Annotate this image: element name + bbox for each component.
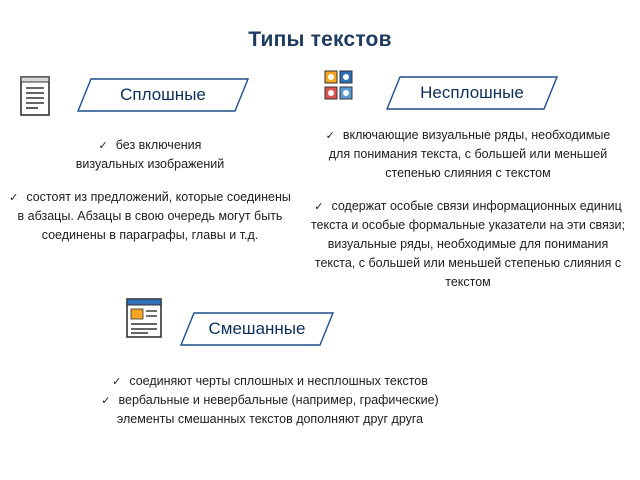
check-icon: ✓ xyxy=(101,394,111,407)
bullets-continuous xyxy=(0,136,300,245)
section-label-mixed: Смешанные xyxy=(208,319,306,338)
bullet-mixed-1: ✓ соединяют черты сплошных и несплошных текстов xyxy=(112,374,428,388)
section-pill-noncontinuous xyxy=(386,76,558,110)
section-label-noncontinuous: Несплошные xyxy=(420,83,524,102)
bullets-mixed xyxy=(80,372,460,429)
webpage-icon xyxy=(126,298,162,343)
section-pill-continuous xyxy=(77,78,249,112)
infographic-icon xyxy=(324,70,354,107)
bullet-continuous-1: ✓ без включения визуальных изображений xyxy=(75,138,225,171)
bullet-continuous-2: ✓ состоят из предложений, которые соединены в абзацы. Абзацы в свою очередь могут быть соединены в параграфы, главы и т.д. xyxy=(9,190,291,242)
bullets-noncontinuous xyxy=(296,126,640,292)
check-icon: ✓ xyxy=(112,375,122,388)
section-label-continuous: Сплошные xyxy=(120,85,206,104)
section-pill-mixed xyxy=(180,312,334,346)
check-icon: ✓ xyxy=(98,139,108,152)
page-title: Типы текстов xyxy=(248,28,392,51)
bullet-noncontinuous-1: ✓ включающие визуальные ряды, необходимые для понимания текста, с большей или меньшей степенью слияния с текстом xyxy=(325,128,611,180)
check-icon: ✓ xyxy=(314,200,324,213)
bullet-mixed-2: ✓ вербальные и невербальные (например, графические) элементы смешанных текстов дополняют друг друга xyxy=(101,393,439,426)
bullet-noncontinuous-2: ✓ содержат особые связи информационных единиц текста и особые формальные указатели на эти связи; визуальные ряды, необходимые для понимания текста, с большей или меньшей степенью слияния с текстом xyxy=(311,199,625,289)
check-icon: ✓ xyxy=(9,191,19,204)
document-icon xyxy=(20,76,50,121)
check-icon: ✓ xyxy=(325,129,335,142)
